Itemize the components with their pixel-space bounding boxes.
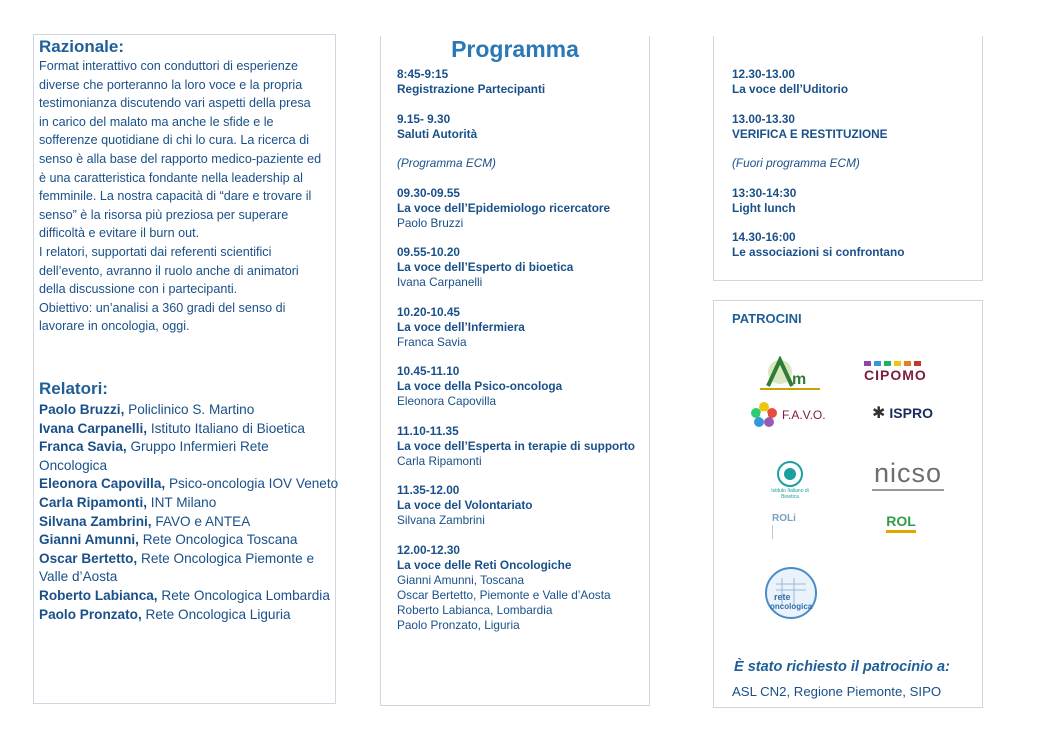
razionale-line: Obiettivo: un’analisi a 360 gradi del senso di: [39, 300, 286, 315]
session-time: 8:45-9:15: [397, 67, 449, 81]
razionale-line: senso è alla base del rapporto medico-paziente ed: [39, 151, 322, 166]
razionale-title: Razionale:: [39, 37, 125, 56]
favo-flower-icon: [750, 401, 778, 429]
razionale-line: I relatori, supportati dai referenti scientifici: [39, 244, 272, 259]
relatore-org: Rete Oncologica Lombardia: [161, 587, 330, 603]
razionale-line: della discussione con i partecipanti.: [39, 282, 238, 297]
session-speaker: Franca Savia: [397, 334, 467, 349]
session-speaker: Carla Ripamonti: [397, 453, 482, 468]
rol-logo: [886, 513, 916, 533]
session-speaker: Oscar Bertetto, Piemonte e Valle d’Aosta: [397, 587, 611, 602]
session-title: La voce dell’Esperto di bioetica: [397, 260, 574, 274]
razionale-panel: [33, 34, 339, 704]
programma-panel: [380, 36, 650, 706]
ispro-star-icon: ✱: [872, 405, 886, 422]
session-item: [732, 112, 977, 142]
relatore-org: Policlinico S. Martino: [128, 402, 255, 417]
relatore-item: [39, 438, 339, 475]
relatore-item: [39, 513, 339, 532]
razionale-line: diverse che porteranno la loro voce e la propria: [39, 77, 303, 92]
relatore-name: Gianni Amunni,: [39, 532, 139, 548]
nicso-label: nicso: [873, 458, 943, 488]
relatore-item: [39, 550, 339, 587]
razionale-line: dell’evento, avranno il ruolo anche di animatori: [39, 263, 299, 278]
razionale-line: in carico del malato ma anche le sfide e le: [39, 114, 274, 129]
session-time: 11.10-11.35: [397, 423, 459, 438]
relatore-org: Gruppo Infermieri Rete Oncologica: [39, 439, 269, 473]
relatore-item: [39, 494, 339, 513]
session-item: [397, 156, 642, 171]
session-speaker: Paolo Pronzato, Liguria: [397, 617, 520, 632]
relatore-name: Carla Ripamonti,: [39, 494, 148, 510]
svg-text:rete: rete: [774, 592, 791, 602]
nicso-logo: [872, 458, 944, 491]
session-title: La voce del Volontariato: [397, 498, 533, 512]
session-item: [732, 186, 977, 216]
relatore-name: Silvana Zambrini,: [39, 513, 152, 529]
relatore-name: Eleonora Capovilla,: [39, 476, 166, 492]
session-time: 10.20-10.45: [397, 304, 460, 319]
rol-underline: [886, 530, 916, 533]
relatore-name: Roberto Labianca,: [39, 587, 158, 603]
session-speaker: Paolo Bruzzi: [397, 215, 464, 230]
relatore-name: Oscar Bertetto,: [39, 550, 138, 566]
relatore-org: Rete Oncologica Piemonte e Valle d’Aosta: [39, 550, 315, 585]
programma-title: Programma: [451, 36, 579, 62]
session-title: Registrazione Partecipanti: [397, 82, 546, 96]
session-time: 12.30-13.00: [732, 67, 795, 81]
bioetica-label: Istituto Italiano di Bioetica: [771, 488, 809, 500]
nicso-underline: [872, 489, 944, 491]
roli-label: ROLi: [772, 513, 796, 524]
aiom-logo: [760, 356, 820, 392]
razionale-line: difficoltà e evitare il burn out.: [39, 226, 200, 241]
razionale-line: sofferenze quotidiane di chi lo cura. La ricerca di: [39, 133, 309, 148]
razionale-line: senso” è la risorsa più preziosa per superare: [39, 207, 289, 222]
session-item: [397, 543, 642, 633]
session-item: [397, 483, 642, 528]
ispro-logo: [872, 403, 933, 423]
relatore-item: [39, 401, 339, 420]
session-speaker: Roberto Labianca, Lombardia: [397, 602, 553, 617]
relatore-org: INT Milano: [150, 494, 217, 510]
session-time: 13.00-13.30: [732, 111, 795, 126]
session-item: [732, 156, 977, 171]
cipomo-label: CIPOMO: [864, 367, 927, 383]
relatore-org: Psico-oncologia IOV Veneto: [168, 476, 339, 492]
ispro-label: ISPRO: [889, 405, 933, 421]
relatore-item: [39, 531, 339, 550]
session-item: [397, 245, 642, 290]
rol-label: ROL: [886, 513, 916, 529]
session-title: VERIFICA E RESTITUZIONE: [732, 126, 888, 141]
programma-continued-list: [732, 67, 977, 275]
session-time: 12.00-12.30: [397, 542, 460, 557]
favo-label: F.A.V.O.: [782, 408, 826, 422]
razionale-text: [39, 57, 332, 336]
session-speaker: Eleonora Capovilla: [397, 394, 497, 408]
rete-oncologica-icon: [764, 566, 818, 620]
session-item: [397, 67, 642, 97]
relatore-item: [39, 587, 339, 606]
razionale-line: testimonianza discutendo vari aspetti della presa: [39, 96, 311, 111]
session-speaker: Silvana Zambrini: [397, 513, 485, 527]
relatore-name: Paolo Bruzzi,: [39, 402, 125, 417]
session-title: Le associazioni si confrontano: [732, 245, 905, 259]
programma-continued-panel: [713, 36, 983, 281]
session-note: (Programma ECM): [397, 156, 496, 170]
relatore-item: [39, 606, 339, 625]
rete-oncologica-logo: [764, 566, 818, 620]
session-item: [732, 230, 977, 260]
session-time: 14.30-16:00: [732, 230, 796, 244]
relatori-list: [39, 401, 339, 624]
session-title: La voce delle Reti Oncologiche: [397, 557, 572, 572]
session-item: [397, 424, 642, 469]
svg-text:oncologica: oncologica: [770, 602, 813, 611]
session-item: [397, 186, 642, 231]
patrocini-title: PATROCINI: [732, 311, 802, 326]
patrocinio-requested-list: ASL CN2, Regione Piemonte, SIPO: [732, 684, 942, 699]
session-time: 10.45-11.10: [397, 364, 460, 378]
bioetica-logo: [770, 461, 810, 500]
session-title: La voce dell’Esperta in terapie di supporto: [397, 438, 635, 453]
session-title: La voce dell’Epidemiologo ricercatore: [397, 200, 611, 215]
svg-text:m: m: [792, 371, 807, 388]
patrocinio-requested-label: È stato richiesto il patrocinio a:: [734, 659, 950, 675]
session-item: [397, 305, 642, 350]
session-speaker: Ivana Carpanelli: [397, 275, 483, 289]
razionale-line: è una caratteristica fondante nella leadership al: [39, 170, 303, 185]
relatore-name: Ivana Carpanelli,: [39, 420, 148, 436]
session-time: 11.35-12.00: [397, 483, 460, 497]
relatore-org: Istituto Italiano di Bioetica: [150, 420, 305, 436]
relatore-item: [39, 475, 339, 494]
roli-logo: [772, 513, 801, 539]
session-time: 9.15- 9.30: [397, 111, 451, 126]
patrocini-panel: [713, 300, 983, 708]
session-item: [397, 364, 642, 409]
session-speaker: Gianni Amunni, Toscana: [397, 572, 525, 587]
session-title: Light lunch: [732, 200, 796, 215]
relatore-org: FAVO e ANTEA: [155, 513, 251, 529]
relatore-name: Franca Savia,: [39, 439, 127, 455]
favo-logo: [750, 401, 826, 429]
session-item: [732, 67, 977, 97]
session-title: La voce della Psico-oncologa: [397, 379, 563, 393]
cipomo-logo: [864, 361, 927, 383]
razionale-line: femminile. La nostra capacità di “dare e trovare il: [39, 189, 312, 204]
programma-list: [397, 67, 642, 647]
relatore-org: Rete Oncologica Liguria: [145, 606, 291, 622]
session-time: 13:30-14:30: [732, 185, 797, 200]
roli-lines: [772, 525, 801, 539]
session-item: [397, 112, 642, 142]
razionale-line: Format interattivo con conduttori di esperienze: [39, 59, 299, 73]
relatore-org: Rete Oncologica Toscana: [142, 532, 298, 548]
session-title: La voce dell’Uditorio: [732, 82, 849, 96]
relatore-name: Paolo Pronzato,: [39, 606, 142, 622]
relatori-title: Relatori:: [39, 379, 108, 398]
session-time: 09.30-09.55: [397, 185, 460, 200]
session-note: (Fuori programma ECM): [732, 156, 860, 170]
razionale-line: lavorare in oncologia, oggi.: [39, 319, 190, 334]
session-title: Saluti Autorità: [397, 126, 478, 141]
bioetica-emblem-icon: [777, 461, 803, 487]
aiom-mark-icon: [760, 356, 820, 392]
session-time: 09.55-10.20: [397, 245, 460, 259]
session-title: La voce dell’Infermiera: [397, 319, 525, 334]
relatore-item: [39, 420, 339, 439]
